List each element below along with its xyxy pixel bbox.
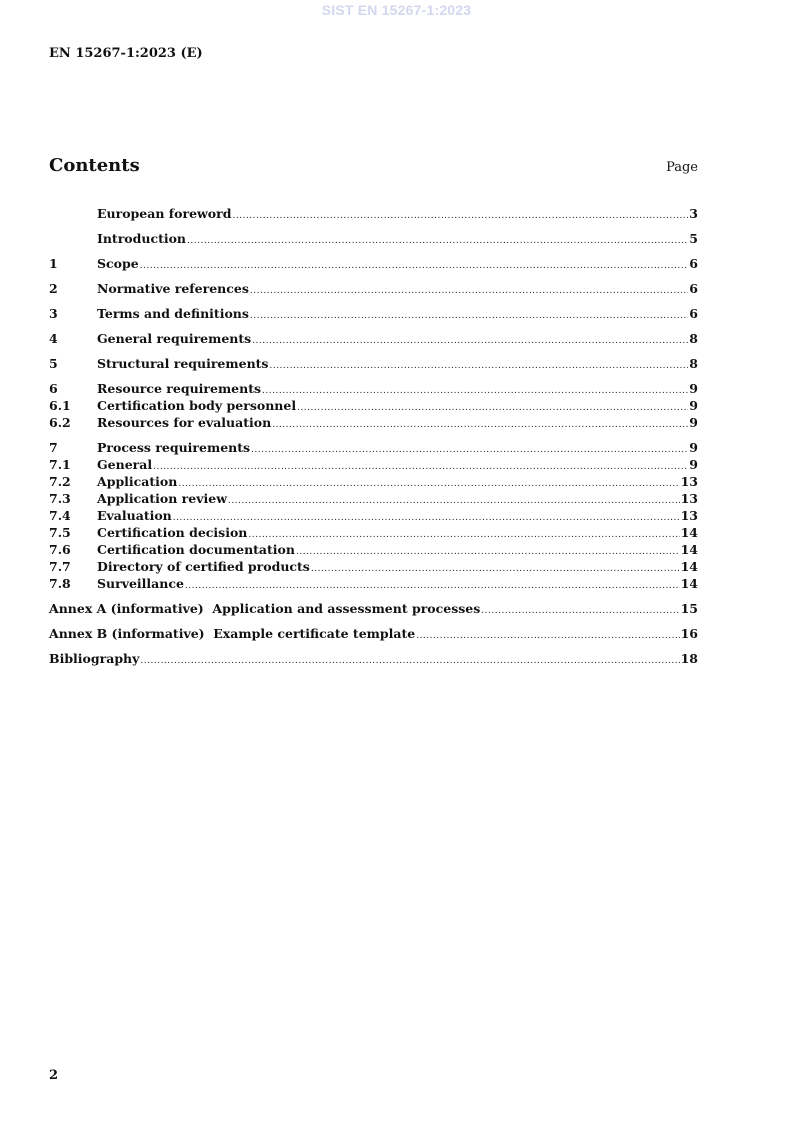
toc-entry[interactable]: [49, 626, 698, 643]
dot-leader: [481, 606, 679, 616]
toc-entry-page: 13: [680, 474, 698, 489]
toc-entry-page: 14: [680, 542, 698, 557]
dot-leader: [185, 581, 680, 591]
toc-entry-title: Annex B (informative) Example certificate template: [49, 626, 416, 641]
toc-entry[interactable]: [49, 231, 698, 248]
toc-entry[interactable]: [49, 331, 698, 348]
dot-leader: [296, 547, 680, 557]
toc-entry-title: Resource requirements: [97, 381, 262, 396]
toc-entry-page: 14: [680, 576, 698, 591]
dot-leader: [311, 564, 680, 574]
dot-leader: [153, 462, 688, 472]
dot-leader: [250, 311, 688, 321]
toc-entry-page: 13: [680, 491, 698, 506]
watermark: SIST EN 15267-1:2023: [321, 2, 472, 18]
toc-entry-title: Introduction: [97, 231, 187, 246]
toc-entry-page: 13: [680, 508, 698, 523]
toc-entry[interactable]: [49, 381, 698, 398]
toc-entry-title: Directory of certified products: [97, 559, 310, 574]
dot-leader: [269, 361, 688, 371]
toc-entry[interactable]: [49, 508, 698, 525]
toc-entry[interactable]: [49, 559, 698, 576]
contents-title: Contents: [49, 155, 140, 176]
toc-entry-page: 8: [689, 356, 698, 371]
toc-entry-number: 6.2: [49, 415, 71, 430]
toc-entry-page: 3: [689, 206, 698, 221]
dot-leader: [272, 420, 688, 430]
toc-entry-page: 18: [680, 651, 698, 666]
toc-entry[interactable]: [49, 474, 698, 491]
toc-entry-title: Certification decision: [97, 525, 248, 540]
toc-entry-number: 7: [49, 440, 58, 455]
toc-entry[interactable]: [49, 525, 698, 542]
toc-entry-number: 7.1: [49, 457, 71, 472]
toc-entry-title: Normative references: [97, 281, 249, 296]
toc-entry[interactable]: [49, 457, 698, 474]
dot-leader: [232, 211, 688, 221]
toc-entry[interactable]: [49, 415, 698, 432]
toc-entry-title: Resources for evaluation: [97, 415, 272, 430]
table-of-contents: [49, 206, 698, 668]
toc-entry-page: 14: [680, 559, 698, 574]
toc-entry-page: 9: [689, 457, 698, 472]
toc-entry-title: Certification body personnel: [97, 398, 297, 413]
dot-leader: [416, 631, 679, 641]
toc-entry-page: 6: [689, 306, 698, 321]
toc-entry-title: Application: [97, 474, 178, 489]
toc-entry-number: 7.7: [49, 559, 71, 574]
dot-leader: [187, 236, 688, 246]
dot-leader: [262, 386, 688, 396]
toc-entry-number: 7.4: [49, 508, 71, 523]
toc-entry[interactable]: [49, 398, 698, 415]
toc-entry[interactable]: [49, 306, 698, 323]
toc-entry-page: 14: [680, 525, 698, 540]
toc-entry-title: Scope: [97, 256, 139, 271]
toc-entry-title: General: [97, 457, 153, 472]
dot-leader: [140, 261, 689, 271]
dot-leader: [250, 286, 688, 296]
toc-entry-page: 9: [689, 381, 698, 396]
toc-entry-page: 5: [689, 231, 698, 246]
toc-entry[interactable]: [49, 601, 698, 618]
dot-leader: [178, 479, 679, 489]
toc-entry-title: Bibliography: [49, 651, 140, 666]
toc-entry-number: 7.2: [49, 474, 71, 489]
page-number: 2: [49, 1068, 59, 1083]
toc-entry-number: 6.1: [49, 398, 71, 413]
toc-entry-title: Application review: [97, 491, 227, 506]
toc-entry[interactable]: [49, 440, 698, 457]
toc-entry-number: 6: [49, 381, 58, 396]
toc-entry-page: 6: [689, 256, 698, 271]
dot-leader: [251, 445, 688, 455]
toc-entry-page: 8: [689, 331, 698, 346]
toc-entry-number: 2: [49, 281, 58, 296]
toc-entry-number: 7.5: [49, 525, 71, 540]
dot-leader: [140, 656, 679, 666]
dot-leader: [228, 496, 680, 506]
toc-entry[interactable]: [49, 651, 698, 668]
toc-entry[interactable]: [49, 281, 698, 298]
page-column-label: Page: [666, 160, 698, 175]
toc-entry-page: 9: [689, 398, 698, 413]
toc-entry-title: Evaluation: [97, 508, 172, 523]
toc-entry-page: 9: [689, 440, 698, 455]
toc-entry-page: 16: [680, 626, 698, 641]
toc-entry-number: 1: [49, 256, 58, 271]
toc-entry-title: Certification documentation: [97, 542, 295, 557]
toc-entry-number: 3: [49, 306, 58, 321]
toc-entry[interactable]: [49, 491, 698, 508]
toc-entry[interactable]: [49, 576, 698, 593]
dot-leader: [173, 513, 680, 523]
toc-entry-page: 15: [680, 601, 698, 616]
toc-entry-title: General requirements: [97, 331, 252, 346]
toc-entry[interactable]: [49, 206, 698, 223]
document-id: EN 15267-1:2023 (E): [49, 46, 203, 61]
toc-entry-number: 4: [49, 331, 58, 346]
toc-entry-title: Structural requirements: [97, 356, 269, 371]
dot-leader: [248, 530, 679, 540]
toc-entry-title: Surveillance: [97, 576, 184, 591]
toc-entry-page: 9: [689, 415, 698, 430]
toc-entry[interactable]: [49, 356, 698, 373]
toc-entry-number: 7.6: [49, 542, 71, 557]
toc-entry-title: European foreword: [97, 206, 232, 221]
dot-leader: [252, 336, 688, 346]
toc-entry[interactable]: [49, 542, 698, 559]
dot-leader: [297, 403, 688, 413]
toc-entry-title: Annex A (informative) Application and assessment processes: [49, 601, 481, 616]
toc-entry-number: 5: [49, 356, 58, 371]
toc-entry-number: 7.8: [49, 576, 71, 591]
toc-entry-title: Terms and definitions: [97, 306, 249, 321]
toc-entry-number: 7.3: [49, 491, 71, 506]
toc-entry-page: 6: [689, 281, 698, 296]
toc-entry[interactable]: [49, 256, 698, 273]
toc-entry-title: Process requirements: [97, 440, 251, 455]
